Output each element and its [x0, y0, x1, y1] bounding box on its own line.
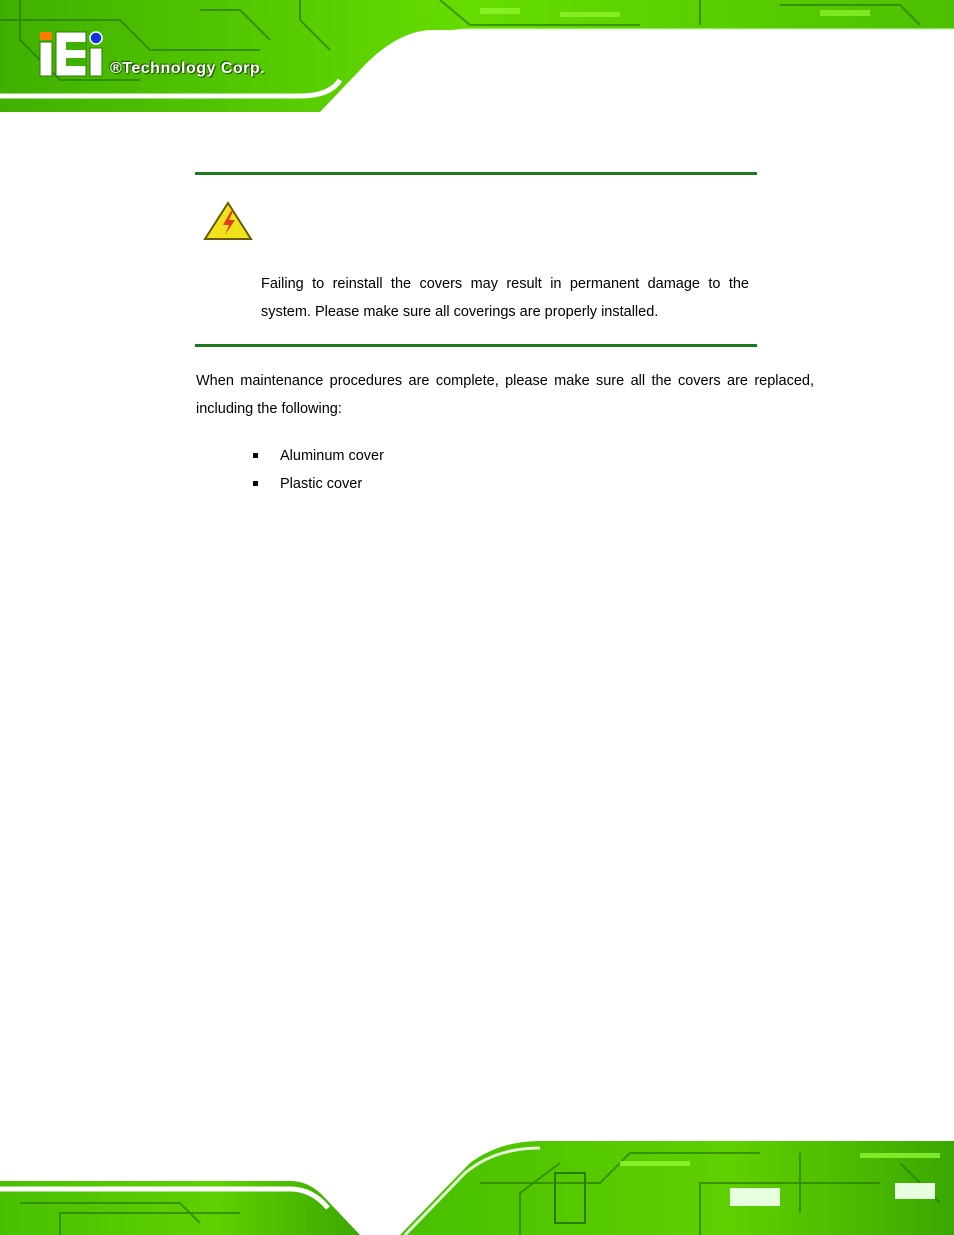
bullet-icon — [253, 453, 258, 458]
company-logo — [40, 32, 102, 76]
list-item-label: Aluminum cover — [280, 448, 384, 464]
company-tagline: ®Technology Corp. — [110, 60, 266, 77]
warning-bottom-rule — [195, 344, 757, 347]
header-banner — [0, 0, 954, 112]
warning-top-rule — [195, 172, 757, 175]
list-item-label: Plastic cover — [280, 476, 363, 492]
footer-banner — [0, 1123, 954, 1235]
bullet-icon — [253, 481, 258, 486]
warning-lightning-icon — [203, 201, 253, 241]
body-paragraph: When maintenance procedures are complete, please make sure all the covers are replaced, including the following: — [196, 373, 814, 417]
warning-text: Failing to reinstall the covers may result in permanent damage to the system. Please make sure all coverings are properly installed. — [261, 276, 749, 320]
